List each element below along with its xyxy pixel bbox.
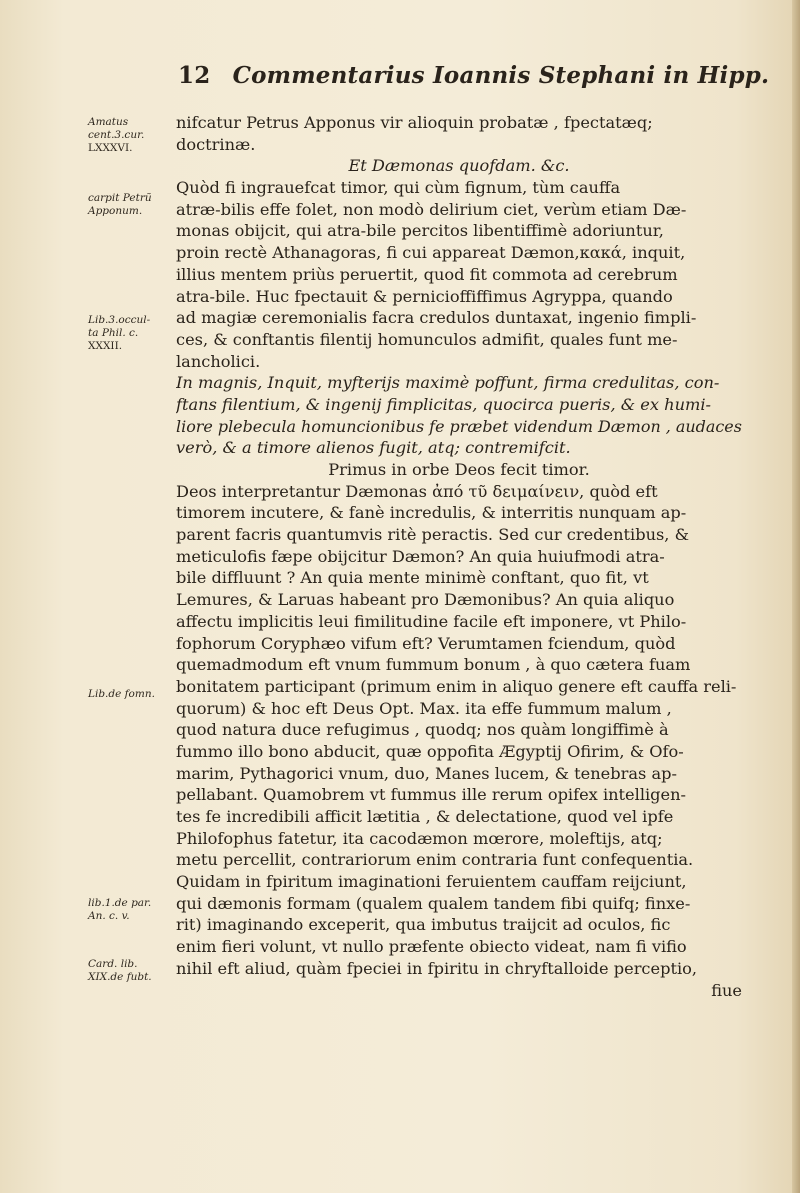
text-line: atræ-bilis effe folet, non modò delirium ciet, verùm etiam Dæ- (176, 199, 687, 219)
running-header (178, 62, 770, 89)
margin-note-line: lib.1.de par. (88, 897, 152, 909)
page-number: 12 (178, 62, 211, 89)
margin-note-occulta-phil (88, 314, 180, 353)
text-line: liore plebecula homuncionibus fe præbet videndum Dæmon , audaces (176, 416, 742, 436)
margin-note-line: carpit Petrũ (88, 192, 152, 204)
page-edge (792, 0, 800, 1193)
text-line: nifcatur Petrus Apponus vir alioquin probatæ , fpectatæq; (176, 113, 653, 132)
margin-note-amatus (88, 116, 180, 155)
text-line: bonitatem participant (primum enim in aliquo genere eft cauffa reli- (176, 676, 737, 696)
text-line: lancholici. (176, 351, 261, 371)
margin-note-apponum (88, 192, 180, 218)
text-line: In magnis, Inquit, myfterijs maximè poffunt, firma credulitas, con- (176, 373, 720, 393)
text-line: affectu implicitis leui fimilitudine facile eft imponere, vt Philo- (176, 611, 687, 631)
margin-note-line: Card. lib. (88, 958, 138, 970)
text-line: atra-bile. Huc fpectauit & pernicioffiffimus Agryppa, quando (176, 286, 673, 306)
text-line: monas obijcit, qui atra-bile percitos libentiffimè adoriuntur, (176, 221, 664, 241)
margin-note-line: Lib.de fomn. (88, 688, 155, 700)
margin-note-line: LXXXVI. (88, 142, 133, 154)
margin-note-line: Amatus (88, 116, 129, 128)
text-line: doctrinæ. (176, 134, 256, 154)
text-line: Quòd fi ingrauefcat timor, qui cùm fignum, tùm cauffa (176, 178, 621, 198)
text-line: tes fe incredibili afficit lætitia , & delectatione, quod vel ipfe (176, 807, 674, 826)
margin-note-line: ta Phil. c. (88, 327, 139, 339)
text-line: Quidam in fpiritum imaginationi feruientem cauffam reijciunt, (176, 872, 687, 892)
margin-note-line: cent.3.cur. (88, 129, 145, 141)
text-line: Primus in orbe Deos fecit timor. (328, 460, 590, 479)
margin-note-de-part-an (88, 897, 180, 923)
text-line: marim, Pythagorici vnum, duo, Manes lucem, & tenebras ap- (176, 763, 677, 783)
text-line: fummo illo bono abducit, quæ oppofita Ægyptij Ofirim, & Ofo- (176, 741, 684, 761)
text-line: parent facris quantumvis ritè peractis. Sed cur credentibus, & (176, 525, 690, 545)
margin-note-line: XIX.de fubt. (88, 971, 152, 983)
margin-note-line: An. c. v. (88, 910, 130, 922)
text-line: Philofophus fatetur, ita cacodæmon mœrore, moleftijs, atq; (176, 828, 663, 848)
text-line: ces, & conftantis filentij homunculos admifit, quales funt me- (176, 329, 678, 349)
text-line: fophorum Coryphæo vifum eft? Verumtamen fciendum, quòd (176, 633, 676, 653)
text-line: Deos interpretantur Dæmonas ἀπό τῦ δειμαίνειν, quòd eft (176, 481, 658, 501)
text-line: ad magiæ ceremonialis facra credulos duntaxat, ingenio fimpli- (176, 308, 697, 328)
body-text (176, 112, 742, 1001)
text-line: pellabant. Quamobrem vt fummus ille rerum opifex intelligen- (176, 785, 687, 805)
text-line: quod natura duce refugimus , quodq; nos quàm longiffimè à (176, 720, 669, 740)
text-line: ftans filentium, & ingenij fimplicitas, quocirca pueris, & ex humi- (176, 394, 711, 414)
text-line: Et Dæmonas quofdam. &c. (348, 156, 570, 176)
text-line: rit) imaginando exceperit, qua imbutus traijcit ad oculos, fic (176, 915, 671, 935)
text-line: qui dæmonis formam (qualem qualem tandem fibi quifq; finxe- (176, 893, 691, 913)
text-line: Lemures, & Laruas habeant pro Dæmonibus? An quia aliquo (176, 590, 675, 610)
margin-note-line: Lib.3.occul- (88, 314, 151, 326)
text-line: enim fieri volunt, vt nullo præfente obiecto videat, nam fi vifio (176, 937, 687, 957)
text-line: quorum) & hoc eft Deus Opt. Max. ita effe fummum malum , (176, 698, 672, 718)
text-line: metu percellit, contrariorum enim contraria funt confequentia. (176, 850, 694, 870)
margin-note-line: Apponum. (88, 205, 143, 217)
text-line: proin rectè Athanagoras, fi cui appareat Dæmon,κακά, inquit, (176, 243, 686, 263)
text-line: fiue (711, 980, 742, 1000)
text-line: verò, & a timore alienos fugit, atq; contremifcit. (176, 438, 571, 458)
margin-note-line: XXXII. (88, 340, 123, 352)
text-line: illius mentem priùs peruertit, quod fit commota ad cerebrum (176, 264, 678, 284)
running-title: Commentarius Ioannis Stephani in Hipp. (232, 62, 770, 89)
text-line: nihil eft aliud, quàm fpeciei in fpiritu in chryftalloide perceptio, (176, 958, 698, 978)
margin-note-de-somn (88, 688, 180, 701)
text-line: bile diffluunt ? An quia mente minimè conftant, quo fit, vt (176, 568, 649, 588)
text-line: timorem incutere, & fanè incredulis, & interritis nunquam ap- (176, 503, 687, 523)
margin-note-card-subt (88, 958, 180, 984)
text-line: quemadmodum eft vnum fummum bonum , à quo cætera fuam (176, 655, 691, 675)
text-line: meticulofis fæpe obijcitur Dæmon? An quia huiufmodi atra- (176, 546, 665, 566)
